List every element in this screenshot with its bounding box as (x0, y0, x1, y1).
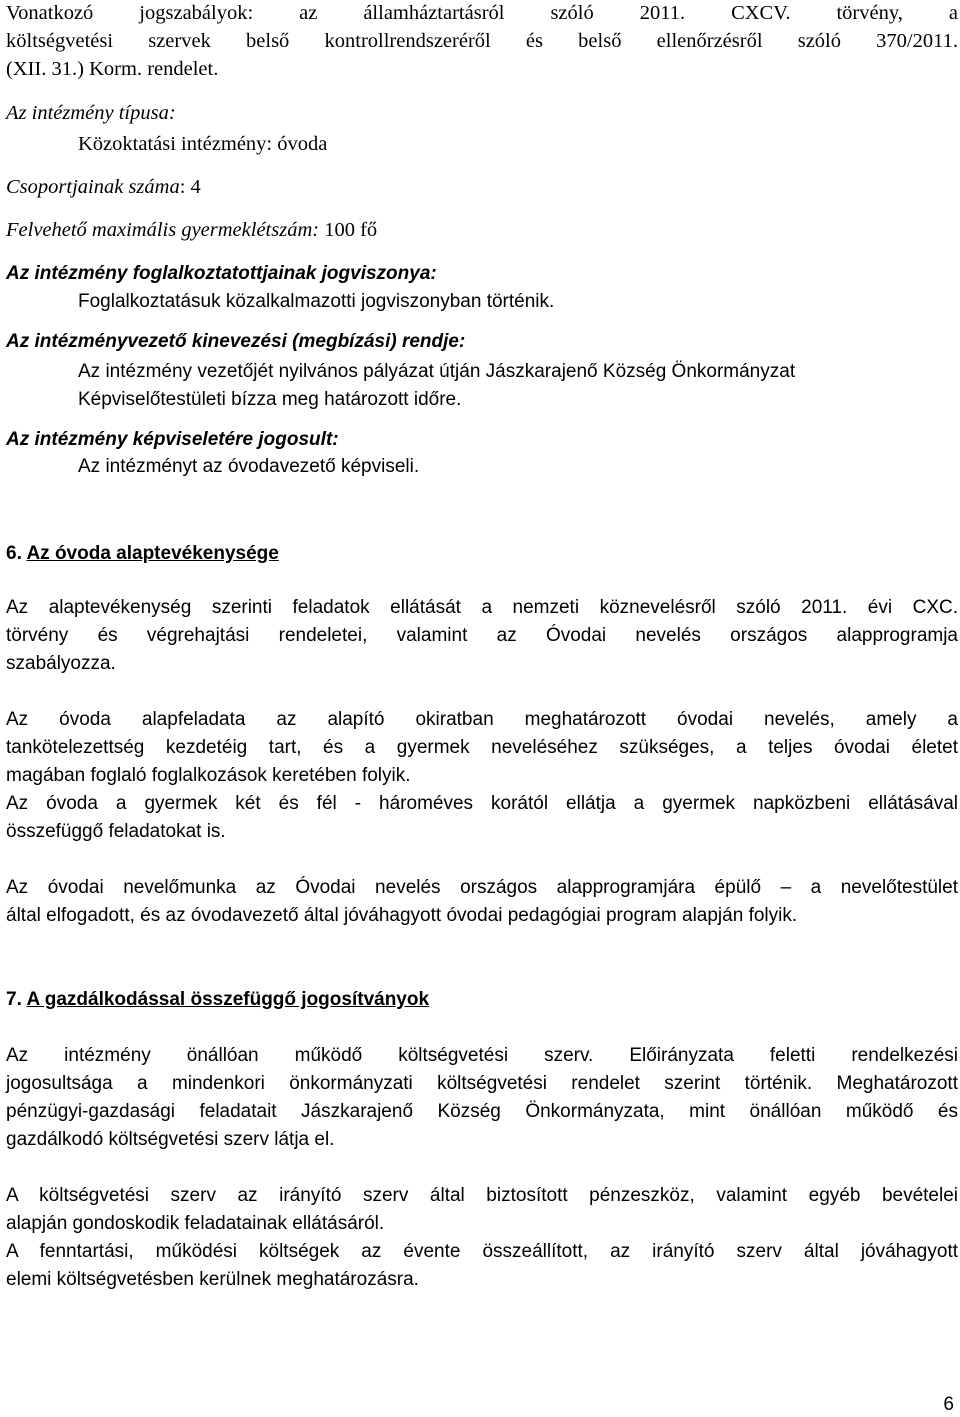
representation-label: Az intézmény képviseletére jogosult: (6, 429, 339, 450)
s6-p2-line-3: magában foglaló foglalkozások keretében folyik. (6, 765, 411, 786)
appointment-label: Az intézményvezető kinevezési (megbízási) rendje: (6, 331, 466, 352)
section-6-title: Az óvoda alaptevékenysége (26, 543, 279, 564)
groups-value: : 4 (179, 176, 201, 198)
s7-p1-line-1: Az intézmény önállóan működő költségvetési szerv. Előirányzata feletti rendelkezési (6, 1045, 958, 1066)
page-number: 6 (943, 1394, 954, 1415)
s6-p2-line-1: Az óvoda alapfeladata az alapító okiratban meghatározott óvodai nevelés, amely a (6, 709, 958, 730)
section-6-heading (6, 543, 279, 565)
section-7-number: 7. (6, 989, 22, 1010)
groups-label: Csoportjainak száma (6, 176, 180, 198)
s6-p4-line-1: Az óvodai nevelőmunka az Óvodai nevelés országos alapprogramjára épülő – a nevelőtestület (6, 877, 958, 898)
section-7-title: A gazdálkodással összefüggő jogosítványok (26, 989, 430, 1010)
employment-label: Az intézmény foglalkoztatottjainak jogviszonya: (6, 263, 437, 284)
s6-p1-line-1: Az alaptevékenység szerinti feladatok ellátását a nemzeti köznevelésről szóló 2011. évi CXC. (6, 597, 958, 618)
s7-p1-line-3: pénzügyi-gazdasági feladatait Jászkarajenő Község Önkormányzata, mint önállóan működő és (6, 1101, 958, 1122)
s6-p4-line-2: által elfogadott, és az óvodavezető által jóváhagyott óvodai pedagógiai program alapján folyik. (6, 905, 798, 926)
s6-p3-line-2: összefüggő feladatokat is. (6, 821, 226, 842)
appointment-line-1: Az intézmény vezetőjét nyilvános pályázat útján Jászkarajenő Község Önkormányzat (78, 361, 796, 382)
s7-p2-line-2: alapján gondoskodik feladatainak ellátásáról. (6, 1213, 385, 1234)
capacity-value: 100 fő (319, 219, 378, 241)
s6-p1-line-3: szabályozza. (6, 653, 116, 674)
s7-p3-line-2: elemi költségvetésben kerülnek meghatározásra. (6, 1269, 419, 1290)
legal-line-1: Vonatkozó jogszabályok: az államháztartásról szóló 2011. CXCV. törvény, a (6, 2, 958, 24)
section-7-heading (6, 989, 429, 1011)
type-label: Az intézmény típusa: (6, 102, 176, 124)
capacity-row (6, 219, 377, 242)
s7-p3-line-1: A fenntartási, működési költségek az évente összeállított, az irányító szerv által jóváhagyott (6, 1241, 958, 1262)
representation-value: Az intézményt az óvodavezető képviseli. (78, 456, 420, 477)
type-value: Közoktatási intézmény: óvoda (78, 133, 328, 155)
s7-p1-line-4: gazdálkodó költségvetési szerv látja el. (6, 1129, 335, 1150)
s7-p1-line-2: jogosultsága a mindenkori önkormányzati költségvetési rendelet szerint történik. Meghatározott (6, 1073, 958, 1094)
s6-p3-line-1: Az óvoda a gyermek két és fél - hároméves korától ellátja a gyermek napközbeni ellátásával (6, 793, 958, 814)
groups-row (6, 176, 201, 199)
capacity-label: Felvehető maximális gyermeklétszám: (6, 219, 320, 241)
legal-line-2: költségvetési szervek belső kontrollrendszeréről és belső ellenőrzésről szóló 370/2011. (6, 30, 958, 52)
s6-p2-line-2: tankötelezettség kezdetéig tart, és a gyermek neveléséhez szükséges, a teljes óvodai életet (6, 737, 958, 758)
s7-p2-line-1: A költségvetési szerv az irányító szerv által biztosított pénzeszköz, valamint egyéb bevételei (6, 1185, 958, 1206)
s6-p1-line-2: törvény és végrehajtási rendeletei, valamint az Óvodai nevelés országos alapprogramja (6, 625, 958, 646)
appointment-line-2: Képviselőtestületi bízza meg határozott időre. (78, 389, 462, 410)
legal-line-3: (XII. 31.) Korm. rendelet. (6, 58, 219, 80)
section-6-number: 6. (6, 543, 22, 564)
employment-value: Foglalkoztatásuk közalkalmazotti jogviszonyban történik. (78, 291, 555, 312)
